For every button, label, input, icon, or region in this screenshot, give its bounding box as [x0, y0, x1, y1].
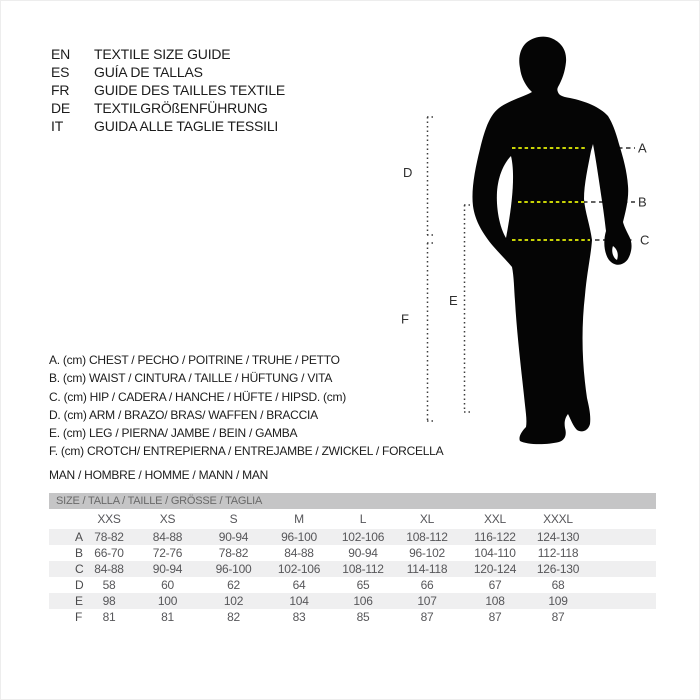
- size-table-title: SIZE / TALLA / TAILLE / GRÖSSE / TAGLIA: [49, 493, 656, 509]
- table-cell: 87: [551, 610, 565, 624]
- table-cell: 90-94: [218, 530, 249, 544]
- table-row: [49, 529, 656, 545]
- table-cell: 90-94: [152, 562, 183, 576]
- row-label: F: [75, 610, 83, 624]
- column-header: XXS: [97, 512, 121, 526]
- table-cell: 81: [161, 610, 174, 624]
- column-header: L: [359, 512, 367, 526]
- table-cell: 84-88: [152, 530, 183, 544]
- table-cell: 108: [485, 594, 505, 608]
- size-table-header-row: [49, 509, 656, 529]
- column-header: XXL: [484, 512, 506, 526]
- table-cell: 90-94: [348, 546, 378, 560]
- legend-line: B. (cm) WAIST / CINTURA / TAILLE / HÜFTUNG / VITA: [49, 371, 333, 386]
- row-label: B: [75, 546, 83, 560]
- leg-measure-line: [464, 205, 471, 412]
- table-cell: 114-118: [406, 562, 448, 576]
- table-cell: 82: [227, 610, 240, 624]
- table-row: [49, 609, 656, 625]
- row-label: D: [75, 578, 84, 592]
- language-title: GUIDA ALLE TAGLIE TESSILI: [94, 118, 279, 134]
- table-cell: 87: [420, 610, 434, 624]
- row-label: E: [75, 594, 83, 608]
- language-code: EN: [51, 46, 71, 62]
- language-code: IT: [51, 118, 64, 134]
- table-cell: 68: [551, 578, 565, 592]
- measure-label-f: F: [401, 311, 409, 327]
- language-code: ES: [51, 64, 70, 80]
- table-cell: 102-106: [277, 562, 321, 576]
- measurement-legend: [49, 351, 443, 484]
- measure-label-b: B: [638, 194, 647, 210]
- legend-line: A. (cm) CHEST / PECHO / POITRINE / TRUHE / PETTO: [49, 353, 340, 367]
- table-cell: 84-88: [94, 562, 124, 576]
- table-row: [49, 545, 656, 561]
- table-cell: 124-130: [536, 530, 580, 544]
- language-code: FR: [51, 82, 70, 98]
- table-cell: 78-82: [218, 546, 249, 560]
- table-cell: 67: [488, 578, 502, 592]
- column-header: XL: [419, 512, 435, 526]
- arm-measure-line: [427, 117, 434, 235]
- table-cell: 108-112: [342, 562, 384, 576]
- column-header: XXXL: [543, 512, 573, 526]
- table-cell: 85: [356, 610, 370, 624]
- column-header: S: [229, 512, 238, 526]
- table-cell: 66-70: [94, 546, 124, 560]
- language-title: GUIDE DES TAILLES TEXTILE: [94, 82, 286, 98]
- table-cell: 104-110: [474, 546, 516, 560]
- table-cell: 126-130: [536, 562, 580, 576]
- legend-line: C. (cm) HIP / CADERA / HANCHE / HÜFTE / HIPSD. (cm): [49, 389, 347, 404]
- table-cell: 98: [102, 594, 116, 608]
- legend-line: D. (cm) ARM / BRAZO/ BRAS/ WAFFEN / BRACCIA: [49, 407, 318, 422]
- table-cell: 81: [102, 610, 116, 624]
- table-cell: 102-106: [341, 530, 385, 544]
- table-cell: 96-100: [281, 530, 317, 544]
- table-cell: 107: [417, 594, 437, 608]
- table-cell: 60: [161, 578, 174, 592]
- table-cell: 65: [356, 578, 370, 592]
- gender-line: MAN / HOMBRE / HOMME / MANN / MAN: [49, 467, 269, 482]
- measure-label-c: C: [640, 232, 650, 248]
- legend-line: F. (cm) CROTCH/ ENTREPIERNA / ENTREJAMBE / ZWICKEL / FORCELLA: [49, 444, 444, 459]
- table-row: [49, 577, 656, 593]
- column-header: M: [294, 512, 304, 526]
- table-cell: 84-88: [284, 546, 314, 560]
- table-cell: 72-76: [152, 546, 183, 560]
- table-cell: 64: [292, 578, 306, 592]
- table-cell: 58: [102, 578, 116, 592]
- table-cell: 116-122: [474, 530, 516, 544]
- table-cell: 120-124: [473, 562, 517, 576]
- legend-line: E. (cm) LEG / PIERNA/ JAMBE / BEIN / GAMBA: [49, 426, 298, 441]
- column-header: XS: [159, 512, 176, 526]
- language-title: TEXTILE SIZE GUIDE: [94, 46, 231, 62]
- table-cell: 96-100: [215, 562, 252, 576]
- table-cell: 87: [488, 610, 502, 624]
- table-cell: 100: [157, 594, 178, 608]
- table-cell: 66: [420, 578, 434, 592]
- table-cell: 104: [289, 594, 309, 608]
- measure-label-d: D: [403, 165, 413, 180]
- row-label: C: [75, 562, 84, 576]
- table-cell: 106: [353, 594, 373, 608]
- language-code: DE: [51, 100, 71, 116]
- table-cell: 108-112: [406, 530, 448, 544]
- language-title: TEXTILGRÖßENFÜHRUNG: [94, 100, 268, 116]
- table-cell: 78-82: [94, 530, 124, 544]
- table-row: [49, 593, 656, 609]
- measure-label-a: A: [638, 140, 647, 156]
- table-cell: 109: [548, 594, 568, 608]
- header-spacer: [49, 509, 85, 529]
- table-cell: 62: [227, 578, 240, 592]
- table-cell: 96-102: [409, 546, 445, 560]
- table-cell: 112-118: [537, 546, 579, 560]
- measure-label-e: E: [449, 293, 458, 308]
- size-table: [49, 493, 656, 625]
- table-row: [49, 561, 656, 577]
- language-title: GUÍA DE TALLAS: [94, 64, 203, 80]
- table-cell: 83: [292, 610, 306, 624]
- row-label: A: [75, 530, 83, 544]
- table-cell: 102: [223, 594, 244, 608]
